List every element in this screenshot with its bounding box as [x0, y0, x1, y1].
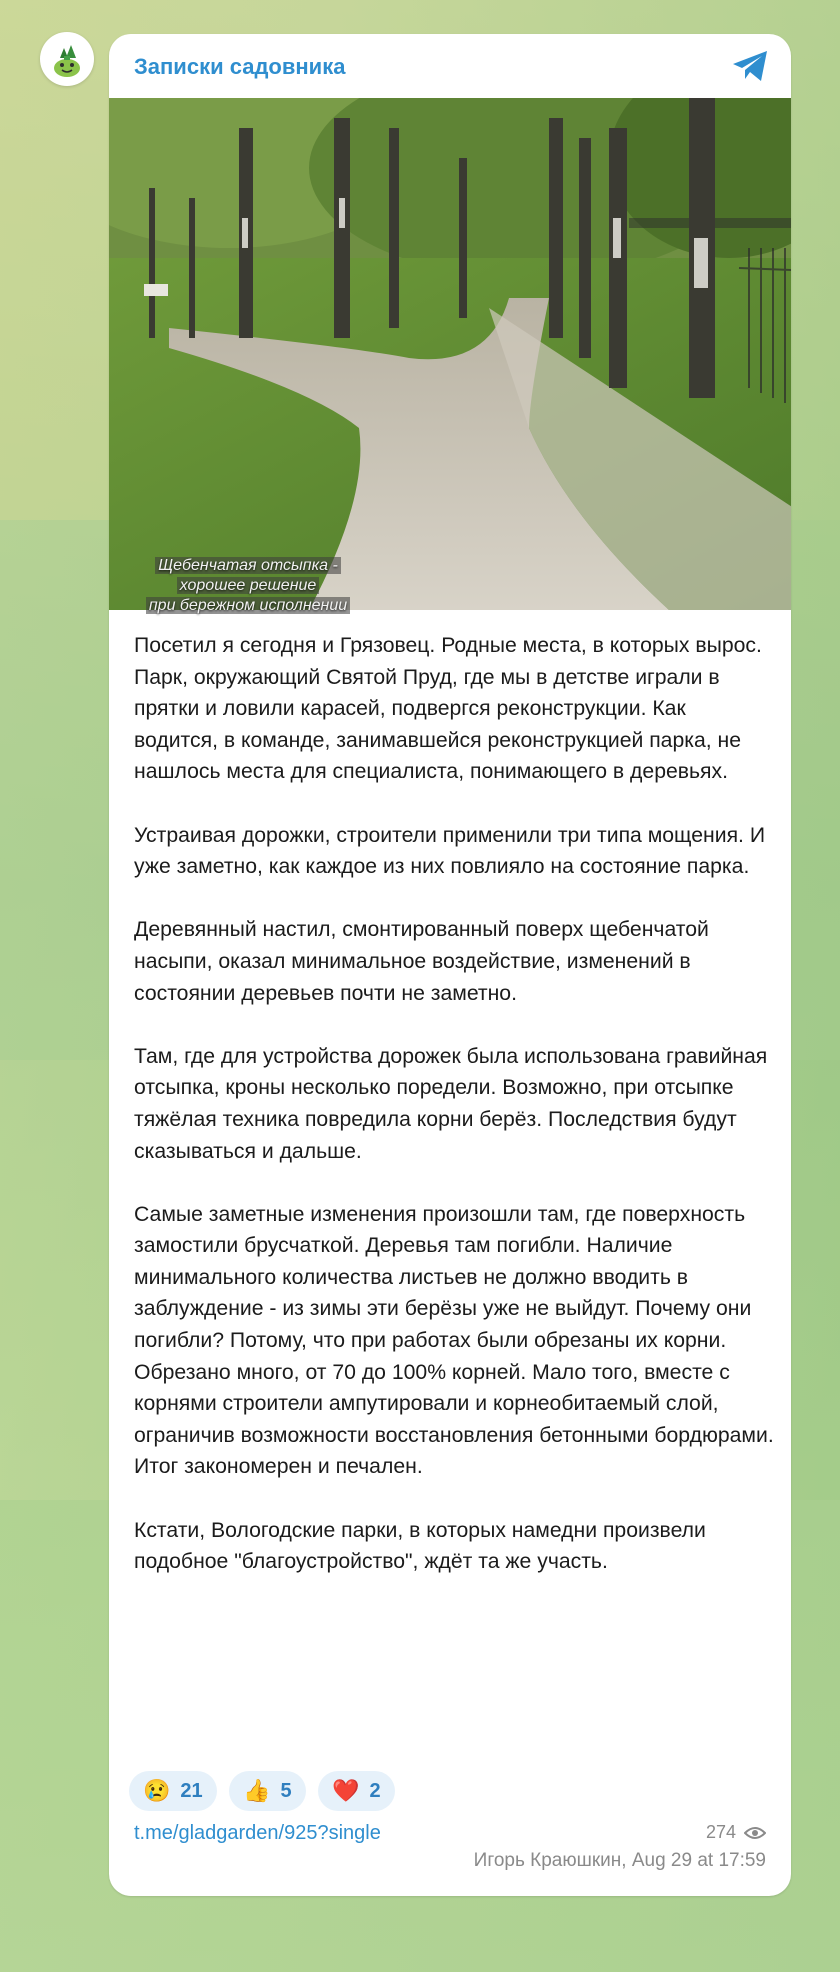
post-paragraph: Там, где для устройства дорожек была использована гравийная отсыпка, кроны несколько поредели. Возможно, при отсыпке тяжёлая техника повредила корни берёз. Последствия будут сказываться и дальше.	[134, 1044, 768, 1163]
image-caption	[133, 556, 363, 616]
channel-name[interactable]: Записки садовника	[134, 54, 346, 79]
crying-face-icon: 😢	[143, 1778, 171, 1803]
park-photo	[109, 98, 791, 610]
post-photo[interactable]	[109, 98, 791, 614]
reactions-bar	[129, 1771, 403, 1811]
share-button[interactable]	[731, 48, 771, 84]
post-paragraph: Устраивая дорожки, строители применили три типа мощения. И уже заметно, как каждое из них повлияло на состояние парка.	[134, 823, 766, 879]
reaction-count: 5	[280, 1779, 292, 1802]
view-count-value: 274	[705, 1822, 736, 1842]
reaction-crying[interactable]	[129, 1771, 217, 1811]
reaction-count: 21	[180, 1779, 203, 1802]
post-link[interactable]: t.me/gladgarden/925?single	[134, 1822, 381, 1844]
post-card	[109, 34, 791, 1896]
post-paragraph: Кстати, Вологодские парки, в которых намедни произвели подобное "благоустройство", ждёт та же участь.	[134, 1518, 706, 1574]
channel-avatar[interactable]	[40, 32, 94, 86]
eye-icon	[744, 1826, 766, 1840]
image-caption-line: при бережном исполнении	[146, 597, 350, 614]
channel-logo-icon	[40, 32, 94, 86]
reaction-thumbs-up[interactable]	[229, 1771, 306, 1811]
post-author-date: Игорь Краюшкин, Aug 29 at 17:59	[473, 1850, 766, 1871]
post-paragraph: Деревянный настил, смонтированный поверх щебенчатой насыпи, оказал минимальное воздействие, изменений в состоянии деревьев почти не заметно.	[134, 918, 709, 1005]
post-paragraph: Посетил я сегодня и Грязовец. Родные места, в которых вырос. Парк, окружающий Святой Пруд, где мы в детстве играли в прятки и ловили карасей, подвергся реконструкции. Как водится, в команде, занимавшейся реконструкцией парка, не нашлось места для специалиста, понимающего в деревьях.	[134, 634, 762, 784]
post-text	[134, 630, 774, 1609]
image-caption-line: хорошее решение	[177, 577, 320, 594]
view-count	[706, 1822, 766, 1843]
reaction-heart[interactable]	[318, 1771, 395, 1811]
image-caption-line: Щебенчатая отсыпка -	[155, 557, 341, 574]
post-header	[109, 34, 791, 98]
post-paragraph: Самые заметные изменения произошли там, где поверхность замостили брусчаткой. Деревья там погибли. Наличие минимального количества листьев не должно вводить в заблуждение - из зимы эти берёзы уже не выйдут. Почему они погибли? Потому, что при работах были обрезаны их корни. Обрезано много, от 70 до 100% корней. Мало того, вместе с корнями строители ампутировали и корнеобитаемый слой, ограничив возможности восстановления бетонными бордюрами. Итог закономерен и печален.	[134, 1202, 774, 1479]
telegram-plane-icon	[731, 48, 771, 84]
thumbs-up-icon: 👍	[243, 1778, 271, 1803]
heart-icon: ❤️	[332, 1778, 360, 1803]
reaction-count: 2	[369, 1779, 381, 1802]
